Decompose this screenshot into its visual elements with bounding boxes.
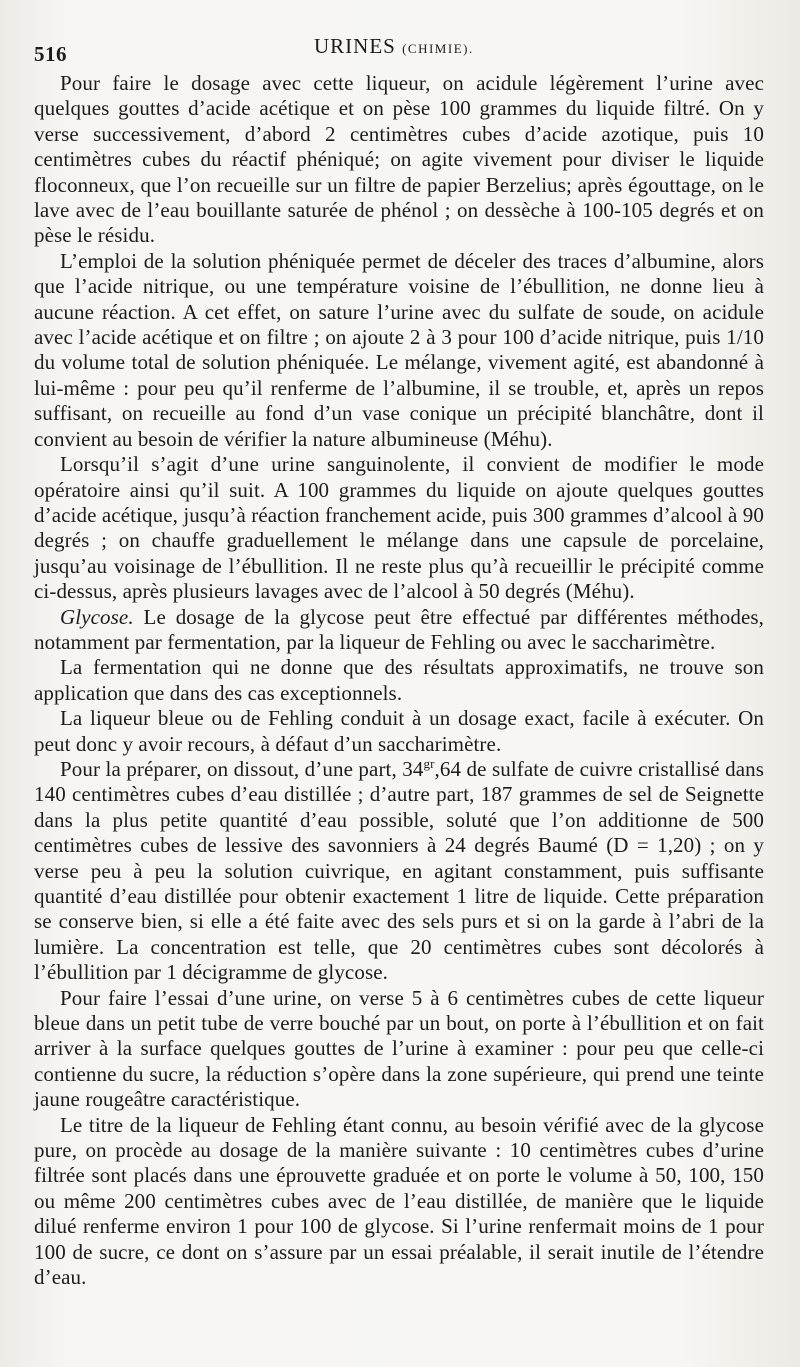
paragraph-albumine: L’emploi de la solution phéniquée permet de déceler des traces d’albumine, alors que l’acide nitrique, ou une température voisine de l’ébullition, ne donne lieu à aucune réaction. A cet effet, on sature l’urine avec du sulfate de soude, on acidule avec l’acide acétique et on filtre ; on ajoute 2 à 3 pour 100 d’acide nitrique, puis 1/10 du volume total de solution phéniquée. Le mélange, vivement agité, est abandonné à lui-même : pour peu qu’il renferme de l’albumine, il se trouble, et, après un repos suffisant, on recueille au fond d’un vase conique un précipité blanchâtre, dont il convient au besoin de vérifier la nature albumineuse (Méhu). <box>34 248 764 451</box>
paragraph-urine-sanguinolente: Lorsqu’il s’agit d’une urine sanguinolente, il convient de modifier le mode opératoire ainsi qu’il suit. A 100 grammes du liquide on ajoute quelques gouttes d’acide acétique, jusqu’à réaction franchement acide, puis 300 grammes d’alcool à 90 degrés ; on chauffe graduellement le mélange dans une capsule de porcelaine, jusqu’au voisinage de l’ébullition. Il ne reste plus qu’à recueillir le précipité comme ci-dessus, après plusieurs lavages avec de l’alcool à 50 degrés (Méhu). <box>34 452 764 604</box>
preparation-text-end: ,64 de sulfate de cuivre cristallisé dans 140 centimètres cubes d’eau distillée ; d’autre part, 187 grammes de sel de Seignette dans la plus petite quantité d’eau possible, soluté que l’on additionne de 500 centimètres cubes de lessive des savonniers à 24 degrés Baumé (D = 1,20) ; on y verse peu à peu la solution cuivrique, en agitant constamment, puis suffisante quantité d’eau distillée pour obtenir exactement 1 litre de liquide. Cette préparation se conserve bien, si elle a été faite avec des sels purs et si on la garde à l’abri de la lumière. La concentration est telle, que 20 centimètres cubes sont décolorés à l’ébullition par 1 décigramme de glycose. <box>34 756 764 985</box>
preparation-text-start: Pour la préparer, on dissout, d’une part, 34 <box>60 756 424 781</box>
paragraph-essai: Pour faire l’essai d’une urine, on verse 5 à 6 centimètres cubes de cette liqueur bleue dans un petit tube de verre bouché par un bout, on porte à l’ébullition et on fait arriver à la surface quelques gouttes de l’urine à examiner : pour peu que celle-ci contienne du sucre, la réduction s’opère dans la zone supérieure, qui prend une teinte jaune rougeâtre caractéristique. <box>34 985 764 1112</box>
paragraph-fermentation: La fermentation qui ne donne que des résultats approximatifs, ne trouve son application que dans des cas exceptionnels. <box>34 655 764 705</box>
running-head <box>34 30 764 70</box>
paragraph-glycose <box>34 605 764 656</box>
running-title <box>314 34 474 59</box>
body-text <box>34 71 764 1291</box>
running-title-main: URINES <box>314 34 396 58</box>
page-number: 516 <box>34 42 67 66</box>
glycose-heading: Glycose. <box>60 604 134 629</box>
unit-superscript: gr <box>423 755 435 771</box>
paragraph-fehling: La liqueur bleue ou de Fehling conduit à un dosage exact, facile à exécuter. On peut donc y avoir recours, à défaut d’un saccharimètre. <box>34 706 764 756</box>
paragraph-dosage: Pour faire le dosage avec cette liqueur, on acidule légèrement l’urine avec quelques gouttes d’acide acétique et on pèse 100 grammes du liquide filtré. On y verse successivement, d’abord 2 centimètres cubes d’acide azotique, puis 10 centimètres cubes du réactif phéniqué; on agite vivement pour diviser le liquide floconneux, que l’on recueille sur un filtre de papier Berzelius; après égouttage, on le lave avec de l’eau bouillante saturée de phénol ; on dessèche à 100-105 degrés et on pèse le résidu. <box>34 71 764 248</box>
running-title-section: (CHIMIE). <box>402 41 474 56</box>
glycose-text: Le dosage de la glycose peut être effectué par différentes méthodes, notamment par fermentation, par la liqueur de Fehling ou avec le saccharimètre. <box>34 604 764 654</box>
paragraph-titre: Le titre de la liqueur de Fehling étant connu, au besoin vérifié avec de la glycose pure, on procède au dosage de la manière suivante : 10 centimètres cubes d’urine filtrée sont placés dans une éprouvette graduée et on porte le volume à 50, 100, 150 ou même 200 centimètres cubes avec de l’eau distillée, de manière que le liquide dilué renferme environ 1 pour 100 de glycose. Si l’urine renfermait moins de 1 pour 100 de sucre, ce dont on s’assure par un essai préalable, il serait inutile de l’étendre d’eau. <box>34 1112 764 1290</box>
paragraph-preparation <box>34 757 764 986</box>
